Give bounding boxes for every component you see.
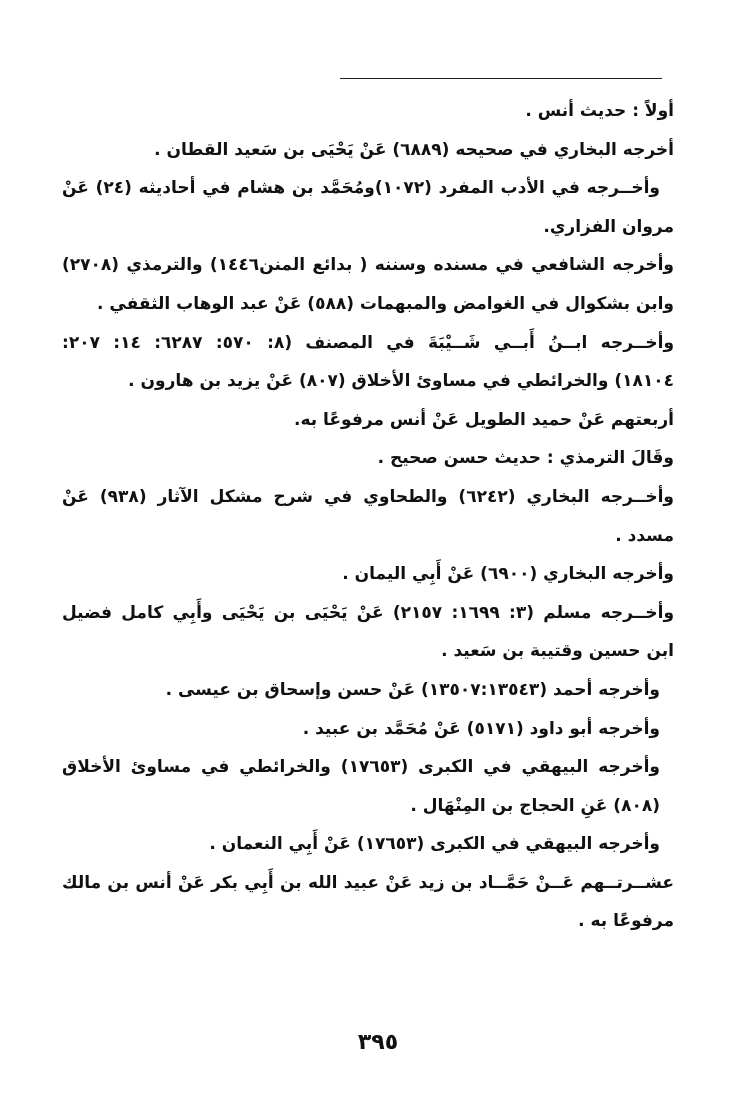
text-line: ١٨١٠٤) والخرائطي في مساوئ الأخلاق (٨٠٧) عَنْ يزيد بن هارون . <box>128 371 674 392</box>
text-line: أربعتهم عَنْ حميد الطويل عَنْ أنس مرفوعًا به. <box>293 409 674 430</box>
text-line: وأخــرجه البخاري (٦٢٤٢) والطحاوي في شرح مشكل الآثار (٩٣٨) عَنْ <box>62 486 674 507</box>
page-number: ٣٩٥ <box>357 1030 399 1055</box>
text-line: وأخــرجه مسلم (٣: ١٦٩٩: ٢١٥٧) عَنْ يَحْيَى بن يَحْيَى وأَبِي كامل فضيل <box>62 602 674 623</box>
text-line: وابن بشكوال في الغوامض والمبهمات (٥٨٨) عَنْ عبد الوهاب الثقفي . <box>97 293 674 314</box>
text-line: وأخرجه أحمد (١٣٥٠٧:١٣٥٤٣) عَنْ حسن وإسحاق بن عيسى . <box>165 679 660 700</box>
text-line: وأخرجه البخاري (٦٩٠٠) عَنْ أَبِي اليمان . <box>342 564 674 585</box>
text-line: وقَالَ الترمذي : حديث حسن صحيح . <box>377 448 674 469</box>
text-line: ابن حسين وقتيبة بن سَعيد . <box>441 641 674 662</box>
text-line: وأخرجه البيهقي في الكبرى (١٧٦٥٣) عَنْ أَبِي النعمان . <box>209 834 660 855</box>
text-line: وأخــرجه ابــنُ أَبــي شَــيْبَةَ في المصنف (٨: ٥٧٠: ٦٢٨٧: ١٤: ٢٠٧: <box>62 332 674 353</box>
text-line: أخرجه البخاري في صحيحه (٦٨٨٩) عَنْ يَحْيَى بن سَعيد القطان . <box>154 139 674 160</box>
text-line: وأخــرجه في الأدب المفرد (١٠٧٢)ومُحَمَّد بن هشام في أحاديثه (٢٤) عَنْ <box>62 178 660 199</box>
text-line: وأخرجه الشافعي في مسنده وسننه ( بدائع المنن١٤٤٦) والترمذي (٢٧٠٨) <box>62 255 674 276</box>
text-line: وأخرجه أبو داود (٥١٧١) عَنْ مُحَمَّد بن عبيد . <box>302 718 660 739</box>
text-line: وأخرجه البيهقي في الكبرى (١٧٦٥٣) والخرائطي في مساوئ الأخلاق <box>62 757 660 778</box>
text-line: (٨٠٨) عَنِ الحجاج بن المِنْهَال . <box>410 795 660 816</box>
text-line: مسدد . <box>615 525 674 546</box>
section-heading: أولاً : حديث أنس . <box>525 101 674 121</box>
text-line: مرفوعًا به . <box>578 911 674 932</box>
text-line: مروان الفزاري. <box>543 216 674 237</box>
text-line: عشــرتــهم عَــنْ حَمَّــاد بن زيد عَنْ عبيد الله بن أَبِي بكر عَنْ أنس بن مالك <box>62 872 674 893</box>
header-rule <box>340 78 662 79</box>
body-text <box>62 92 674 941</box>
